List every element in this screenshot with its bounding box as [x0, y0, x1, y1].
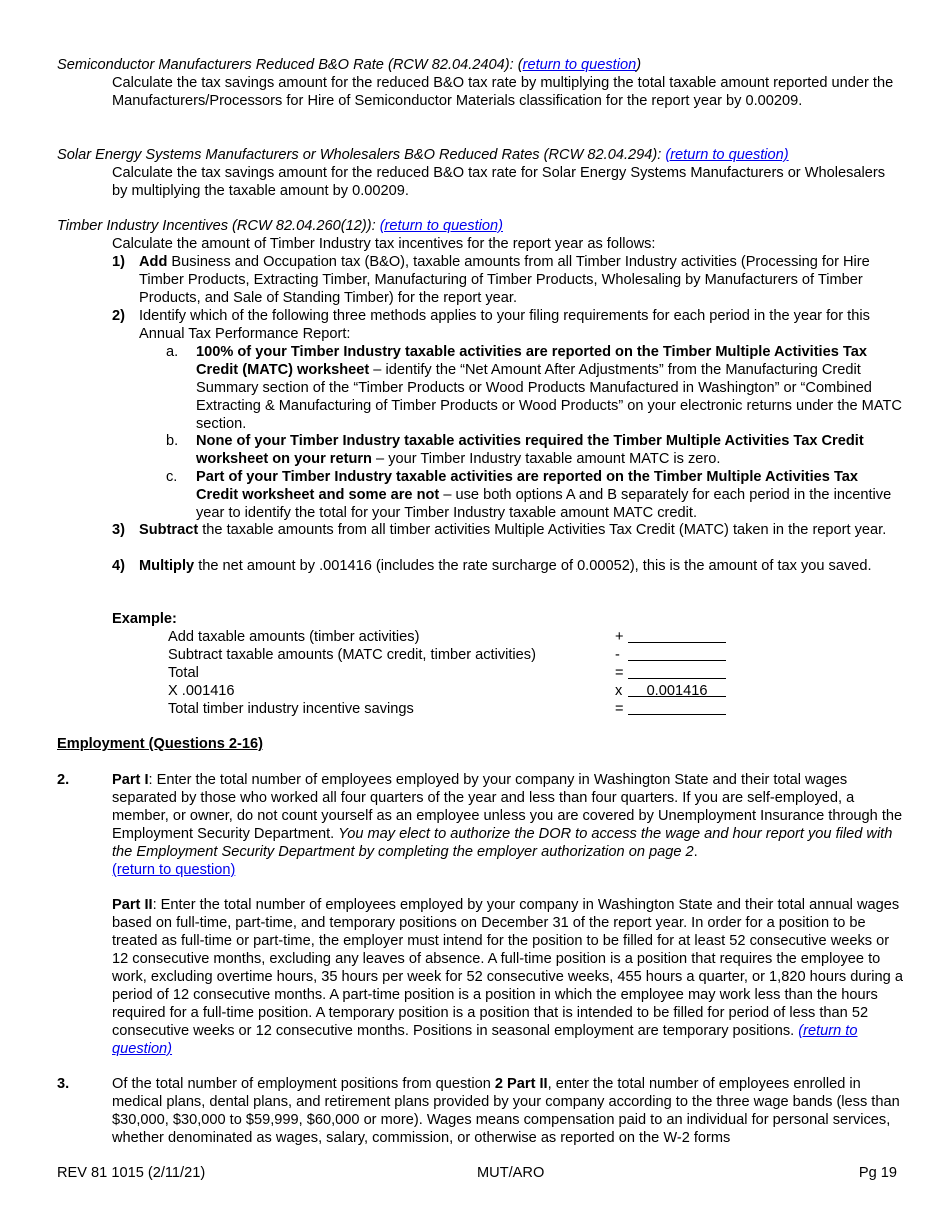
timber-intro: Calculate the amount of Timber Industry tax incentives for the report year as follows:	[112, 236, 656, 252]
timber-step-3: 3) Subtract the taxable amounts from all timber activities Multiple Activities Tax Credit (MATC) taken in the report year.	[112, 522, 887, 538]
example-row: Total =	[168, 664, 728, 682]
employment-heading: Employment (Questions 2-16)	[57, 736, 263, 752]
solar-body: Calculate the tax savings amount for the reduced B&O tax rate for Solar Energy Systems Manufacturers or Wholesalers by multiplying the taxable amount by 0.00209.	[112, 165, 886, 199]
page-number: Pg 19	[858, 1165, 897, 1181]
timber-heading: Timber Industry Incentives (RCW 82.04.260(12)): (return to question)	[57, 218, 503, 234]
example-title: Example:	[112, 611, 177, 627]
page-footer	[57, 1164, 897, 1182]
q2-part1-return-link[interactable]: (return to question)	[112, 862, 236, 878]
form-number: REV 81 1015 (2/11/21)	[57, 1165, 206, 1181]
question-2-part-1: 2. Part I: Enter the total number of employees employed by your company in Washington State and their total wages separated by those who worked all four quarters of the year and less than four quarters. If you are self-employed, a member, or owner, do not count yourself as an employee unless you are covered by Unemployment Insurance through the Employment Security Department. You may elect to authorize the DOR to access the wage and hour report you filed with the Employment Security Department by completing the employer authorization on page 2. (return to question)	[57, 772, 903, 878]
solar-return-link[interactable]: (return to question)	[665, 147, 789, 163]
example-row: X .001416 x 0.001416	[168, 682, 728, 700]
example-row: Subtract taxable amounts (MATC credit, timber activities) -	[168, 646, 728, 664]
timber-method-a: a. 100% of your Timber Industry taxable activities are reported on the Timber Multiple Activities Tax Credit (MATC) worksheet – identify the “Net Amount After Adjustments” from the Manufacturing Credit Summary section of the “Timber Products or Wood Products Manufactured in Washington” or “Combined Extracting & Manufacturing of Timber Products or Wood Products” on your electronic returns under the MATC section.	[166, 344, 902, 432]
question-2-part-2: Part II: Enter the total number of employees employed by your company in Washington State and their total annual wages based on full-time, part-time, and temporary positions on December 31 of the report year. In order for a position to be treated as full-time or part-time, the employer must intend for the position to be filled for at least 52 consecutive weeks or 12 consecutive months, excluding any leaves of absence. A full-time position is a position that requires the employee to work, excluding overtime hours, 35 hours per week for 52 consecutive weeks, 455 hours a quarter, or 1,820 hours during a period of 12 consecutive months. A part-time position is a position in which the employee may work less than the hours required for a full-time position. A temporary position is a position that is intended to be filled for period of less than 52 consecutive weeks or 12 consecutive months. Positions in seasonal employment are temporary positions. (return to question)	[112, 897, 903, 1057]
timber-step-4: 4) Multiply the net amount by .001416 (includes the rate surcharge of 0.00052), this is the amount of tax you saved.	[112, 558, 872, 574]
example-row: Add taxable amounts (timber activities) +	[168, 628, 728, 646]
example-row: Total timber industry incentive savings =	[168, 700, 728, 718]
example-blank-line	[628, 660, 726, 661]
timber-step-2: 2) Identify which of the following three methods applies to your filing requirements for each period in the year for this Annual Tax Performance Report:	[112, 308, 870, 342]
semiconductor-heading: Semiconductor Manufacturers Reduced B&O Rate (RCW 82.04.2404): (return to question)	[57, 57, 642, 73]
q2-part2-return-link[interactable]: (return to question)	[112, 1023, 858, 1057]
question-3: 3. Of the total number of employment positions from question 2 Part II, enter the total number of employees enrolled in medical plans, dental plans, and retirement plans provided by your company according to the three wage bands (less than $30,000, $30,000 to $59,999, $60,000 or more). Wages means compensation paid to an individual for personal services, whether denominated as wages, salary, commission, or otherwise as reported on the W-2 forms	[57, 1076, 900, 1146]
timber-step-1: 1) Add Business and Occupation tax (B&O), taxable amounts from all Timber Industry activities (Processing for Hire Timber Products, Extracting Timber, Manufacturing of Timber Products, Wholesaling by Manufacturers of Timber Products, and Sale of Standing Timber) for the report year.	[112, 254, 870, 306]
footer-center: MUT/ARO	[477, 1165, 545, 1181]
timber-method-b: b. None of your Timber Industry taxable activities required the Timber Multiple Activities Tax Credit worksheet on your return – your Timber Industry taxable amount MATC is zero.	[166, 433, 864, 467]
example-blank-line	[628, 642, 726, 643]
timber-method-c: c. Part of your Timber Industry taxable activities are reported on the Timber Multiple Activities Tax Credit worksheet and some are not – use both options A and B separately for each period in the incentive year to identify the total for your Timber Industry taxable amount MATC credit.	[166, 469, 892, 521]
semiconductor-body: Calculate the tax savings amount for the reduced B&O tax rate by multiplying the total taxable amount reported under the Manufacturers/Processors for Hire of Semiconductor Materials classification for the report year by 0.00209.	[112, 75, 894, 109]
example-blank-line	[628, 714, 726, 715]
timber-return-link[interactable]: (return to question)	[379, 218, 503, 234]
example-blank-line	[628, 678, 726, 679]
solar-heading: Solar Energy Systems Manufacturers or Wholesalers B&O Reduced Rates (RCW 82.04.294): (return to question)	[57, 147, 789, 163]
semiconductor-return-link[interactable]: return to question	[522, 57, 637, 73]
